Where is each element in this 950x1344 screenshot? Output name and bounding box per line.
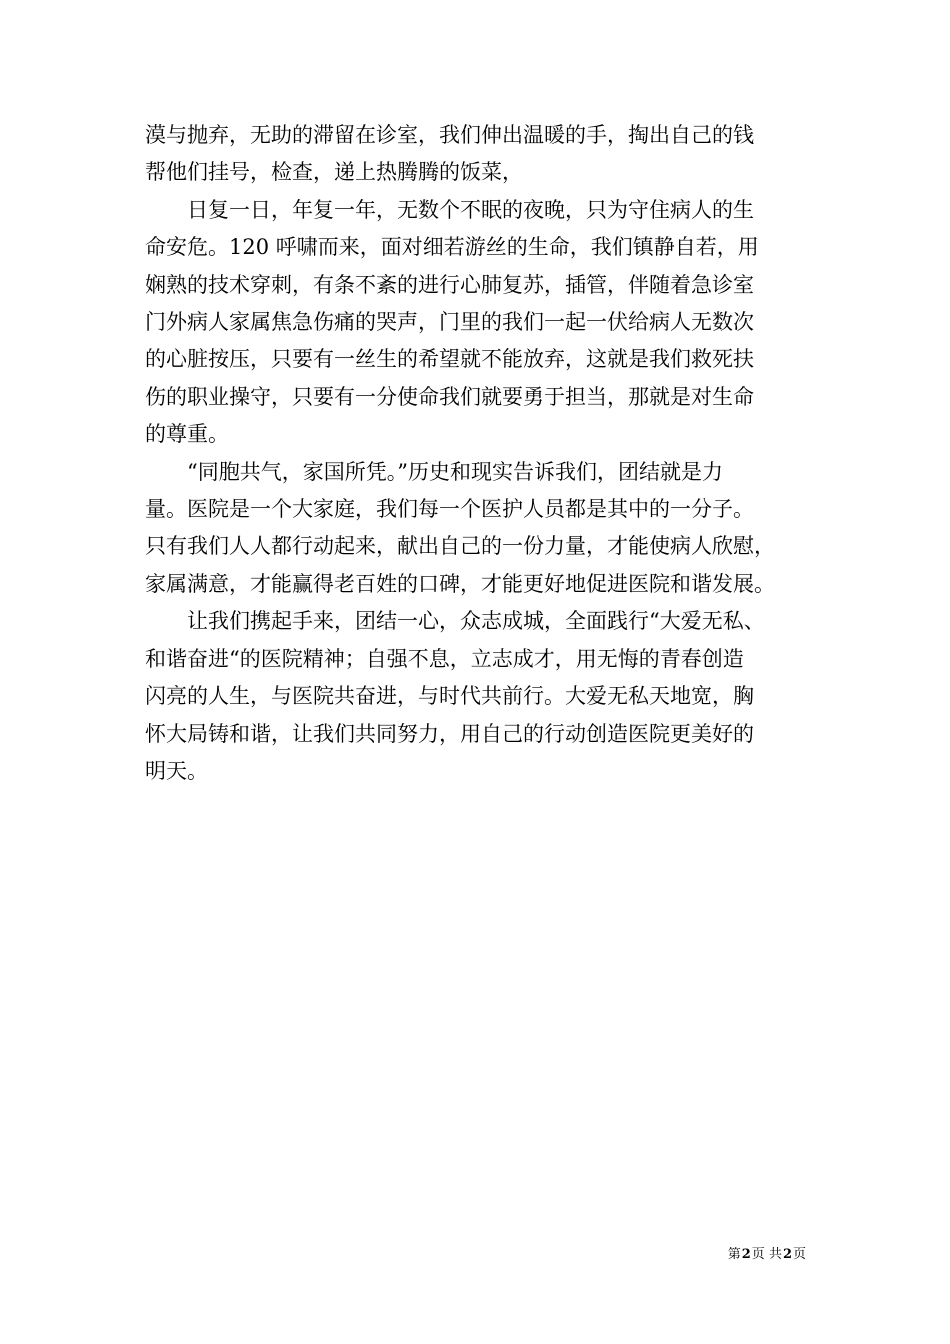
text-line: 伤的职业操守，只要有一分使命我们就要勇于担当，那就是对生命 [145, 384, 754, 409]
paragraph-1 [145, 117, 813, 192]
text-line: 量。医院是一个大家庭，我们每一个医护人员都是其中的一分子。 [145, 497, 754, 522]
paragraph-3 [145, 454, 813, 604]
text-line: 帮他们挂号，检查，递上热腾腾的饭菜， [145, 160, 523, 185]
text-line: 门外病人家属焦急伤痛的哭声，门里的我们一起一伏给病人无数次 [145, 310, 754, 335]
text-line: 的心脏按压，只要有一丝生的希望就不能放弃，这就是我们救死扶 [145, 347, 754, 372]
text-line: 怀大局铸和谐，让我们共同努力，用自己的行动创造医院更美好的 [145, 721, 754, 746]
footer-suffix: 页 [792, 1247, 806, 1262]
document-body [145, 117, 813, 790]
text-line: 和谐奋进“的医院精神；自强不息，立志成才，用无悔的青春创造 [145, 646, 744, 671]
text-line: 的尊重。 [145, 422, 229, 447]
page-footer [0, 1245, 806, 1265]
text-line: 家属满意，才能赢得老百姓的口碑，才能更好地促进医院和谐发展。 [145, 571, 775, 596]
text-line: 让我们携起手来，团结一心，众志成城，全面践行“大爱无私、 [187, 609, 765, 634]
paragraph-2 [145, 192, 813, 454]
text-line: 娴熟的技术穿刺，有条不紊的进行心肺复苏，插管，伴随着急诊室 [145, 272, 754, 297]
text-line: 明天。 [145, 758, 208, 783]
footer-current-page: 2 [741, 1247, 751, 1262]
footer-middle: 页 共 [751, 1247, 782, 1262]
text-line: 漠与抛弃，无助的滞留在诊室，我们伸出温暖的手，掏出自己的钱 [145, 123, 754, 147]
footer-total-pages: 2 [782, 1247, 792, 1262]
text-line: “同胞共气，家国所凭。”历史和现实告诉我们，团结就是力 [187, 459, 723, 484]
footer-prefix: 第 [727, 1247, 741, 1262]
paragraph-4 [145, 603, 813, 790]
text-line: 日复一日，年复一年，无数个不眠的夜晚，只为守住病人的生 [187, 197, 754, 222]
text-line: 闪亮的人生，与医院共奋进，与时代共前行。大爱无私天地宽，胸 [145, 684, 754, 709]
text-line: 命安危。120 呼啸而来，面对细若游丝的生命，我们镇静自若，用 [145, 235, 759, 260]
text-line: 只有我们人人都行动起来，献出自己的一份力量，才能使病人欣慰， [145, 534, 775, 559]
